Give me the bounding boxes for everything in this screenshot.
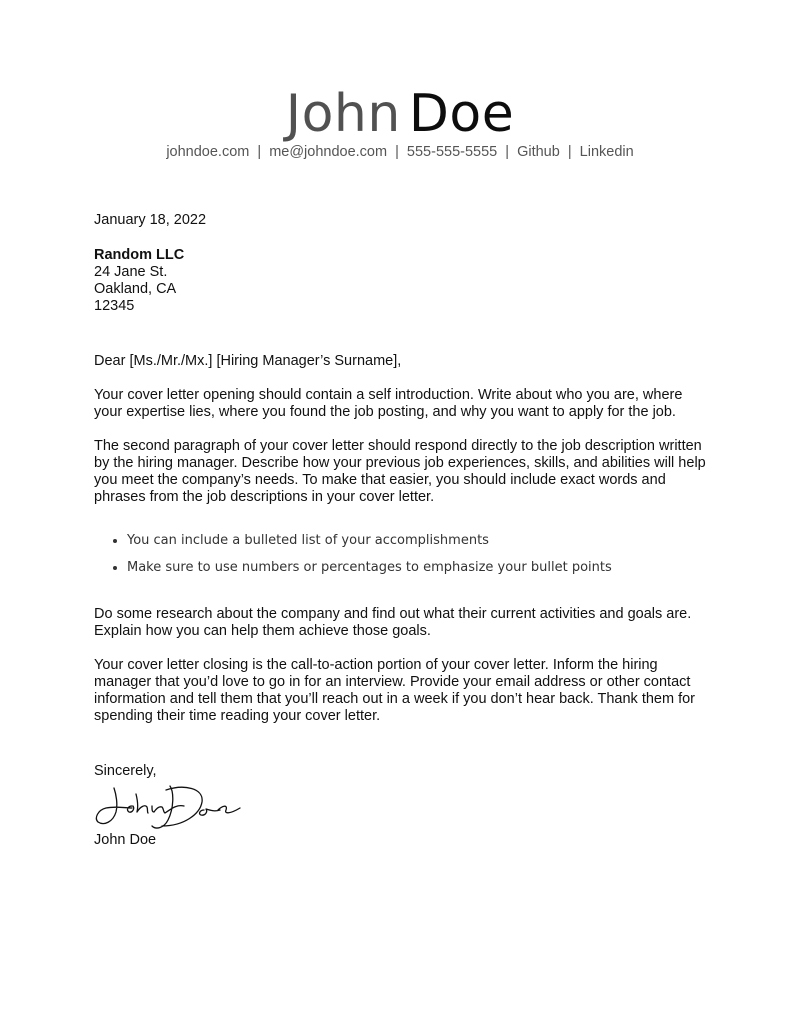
separator: |	[505, 144, 510, 160]
last-name: Doe	[408, 84, 515, 144]
paragraph-closing: Your cover letter closing is the call-to-action portion of your cover letter. Inform the hiring manager that you’d love to go in for an interview. Provide your email address or other contact information and tell them that you’ll reach out in a week if you don’t hear back. Thank them for spending their time reading your cover letter.	[94, 657, 696, 724]
list-item: • You can include a bulleted list of your accomplishments	[127, 532, 706, 549]
handwritten-signature	[92, 780, 242, 832]
first-name: John	[285, 84, 401, 144]
separator: |	[395, 144, 399, 160]
paragraph-opening: Your cover letter opening should contain a self introduction. Write about who you are, where your expertise lies, where you found the job posting, and why you want to apply for the job.	[94, 387, 683, 420]
paragraph-research: Do some research about the company and find out what their current activities and goals are. Explain how you can help them achieve those goals.	[94, 606, 692, 639]
phone-number: 555-555-5555	[406, 144, 498, 160]
linkedin-link[interactable]: Linkedin	[579, 144, 634, 160]
contact-line	[0, 144, 800, 160]
recipient-company: Random LLC	[94, 247, 185, 263]
applicant-name	[0, 86, 800, 142]
letter-date: January 18, 2022	[94, 212, 207, 228]
letter-header	[0, 86, 800, 160]
website-link[interactable]: johndoe.com	[166, 144, 250, 160]
signature-name: John Doe	[94, 832, 157, 848]
separator: |	[257, 144, 262, 160]
letter-body	[94, 212, 706, 849]
email-link[interactable]: me@johndoe.com	[269, 144, 388, 160]
recipient-zip: 12345	[94, 298, 135, 314]
list-item: • Make sure to use numbers or percentages to emphasize your bullet points	[127, 559, 706, 576]
github-link[interactable]: Github	[517, 144, 560, 160]
salutation: Dear [Ms./Mr./Mx.] [Hiring Manager’s Surname],	[94, 353, 402, 369]
recipient-address	[94, 247, 706, 315]
closing-line: Sincerely,	[94, 763, 157, 779]
paragraph-job-description: The second paragraph of your cover letter should respond directly to the job description written by the hiring manager. Describe how your previous job experiences, skills, and abilities will help you meet the company’s needs. To make that easier, you should include exact words and phrases from the job descriptions in your cover letter.	[94, 438, 706, 505]
recipient-city: Oakland, CA	[94, 281, 177, 297]
recipient-street: 24 Jane St.	[94, 264, 168, 280]
accomplishments-list	[94, 532, 706, 576]
separator: |	[567, 144, 572, 160]
